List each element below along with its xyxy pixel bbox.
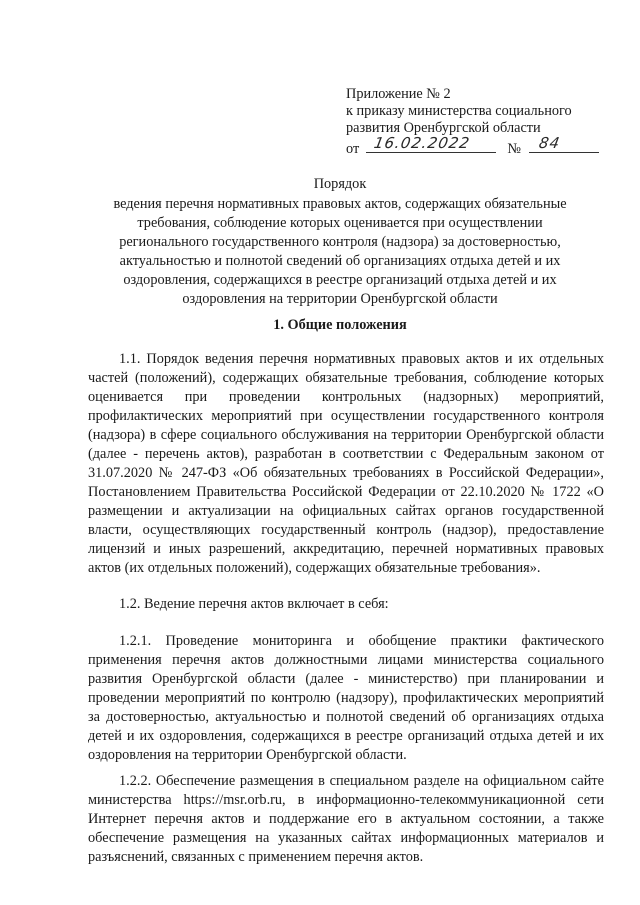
title-line: оздоровления, содержащихся в реестре организаций отдыха детей и их (123, 272, 557, 288)
title-line: ведения перечня нормативных правовых актов, содержащих обязательные (113, 196, 567, 212)
appendix-line: Приложение № 2 (346, 86, 451, 102)
paragraph-1-2: 1.2. Ведение перечня актов включает в себя: (119, 596, 389, 612)
paragraph-1-2-1: 1.2.1. Проведение мониторинга и обобщение практики фактического применения перечня актов должностными лицами министерства социального развития Оренбургской области (далее - министерство) при планировании и проведении мероприятий по контролю (надзору), профилактических мероприятий за достоверностью, актуальностью и полнотой сведений об организациях отдыха детей и их оздоровления, содержащихся в реестре организаций отдыха детей и их оздоровления на территории Оренбургской области. (88, 633, 604, 763)
appendix-line: развития Оренбургской области (346, 120, 541, 136)
paragraph-1-2-2: 1.2.2. Обеспечение размещения в специальном разделе на официальном сайте министерства https://msr.orb.ru, в информационно-телекоммуникационной сети Интернет перечня актов и поддержание его в актуальном состоянии, а также обеспечение размещения на указанных сайтах информационных материалов и разъяснений, связанных с применением перечня актов. (88, 773, 604, 865)
title-line: требования, соблюдение которых оценивается при осуществлении (137, 215, 543, 231)
document-title (100, 175, 580, 309)
title-main: Порядок (313, 176, 367, 192)
title-line: регионального государственного контроля (надзора) за достоверностью, (119, 234, 561, 250)
title-line: актуальностью и полнотой сведений об организациях отдыха детей и их (119, 253, 561, 269)
number-line (529, 134, 599, 153)
date-prefix: от (346, 141, 360, 157)
title-line: оздоровления на территории Оренбургской области (182, 291, 498, 307)
paragraph-1-1: 1.1. Порядок ведения перечня нормативных правовых актов и их отдельных частей (положений), содержащих обязательные требования, соблюдение которых оценивается при проведении контрольных (надзорных) мероприятий, профилактических мероприятий при осуществлении государственного контроля (надзора) в сфере социального обслуживания на территории Оренбургской области (далее - перечень актов), разработан в соответствии с Федеральным законом от 31.07.2020 № 247-ФЗ «Об обязательных требованиях в Российской Федерации», Постановлением Правительства Российской Федерации от 22.10.2020 № 1722 «О размещении и актуализации на официальных сайтах органов государственной власти, осуществляющих государственный контроль (надзор), предоставление лицензий и иных разрешений, аккредитацию, перечней нормативных правовых актов (их отдельных положений), содержащих обязательные требования». (88, 351, 604, 576)
section-heading: 1. Общие положения (273, 317, 407, 333)
handwritten-number: 84 (537, 134, 562, 152)
appendix-line: к приказу министерства социального (346, 103, 572, 119)
number-prefix: № (507, 141, 522, 157)
appendix-date-number-row (346, 134, 606, 158)
date-line (366, 134, 496, 153)
appendix-header (346, 86, 606, 158)
handwritten-date: 16.02.2022 (372, 134, 472, 152)
